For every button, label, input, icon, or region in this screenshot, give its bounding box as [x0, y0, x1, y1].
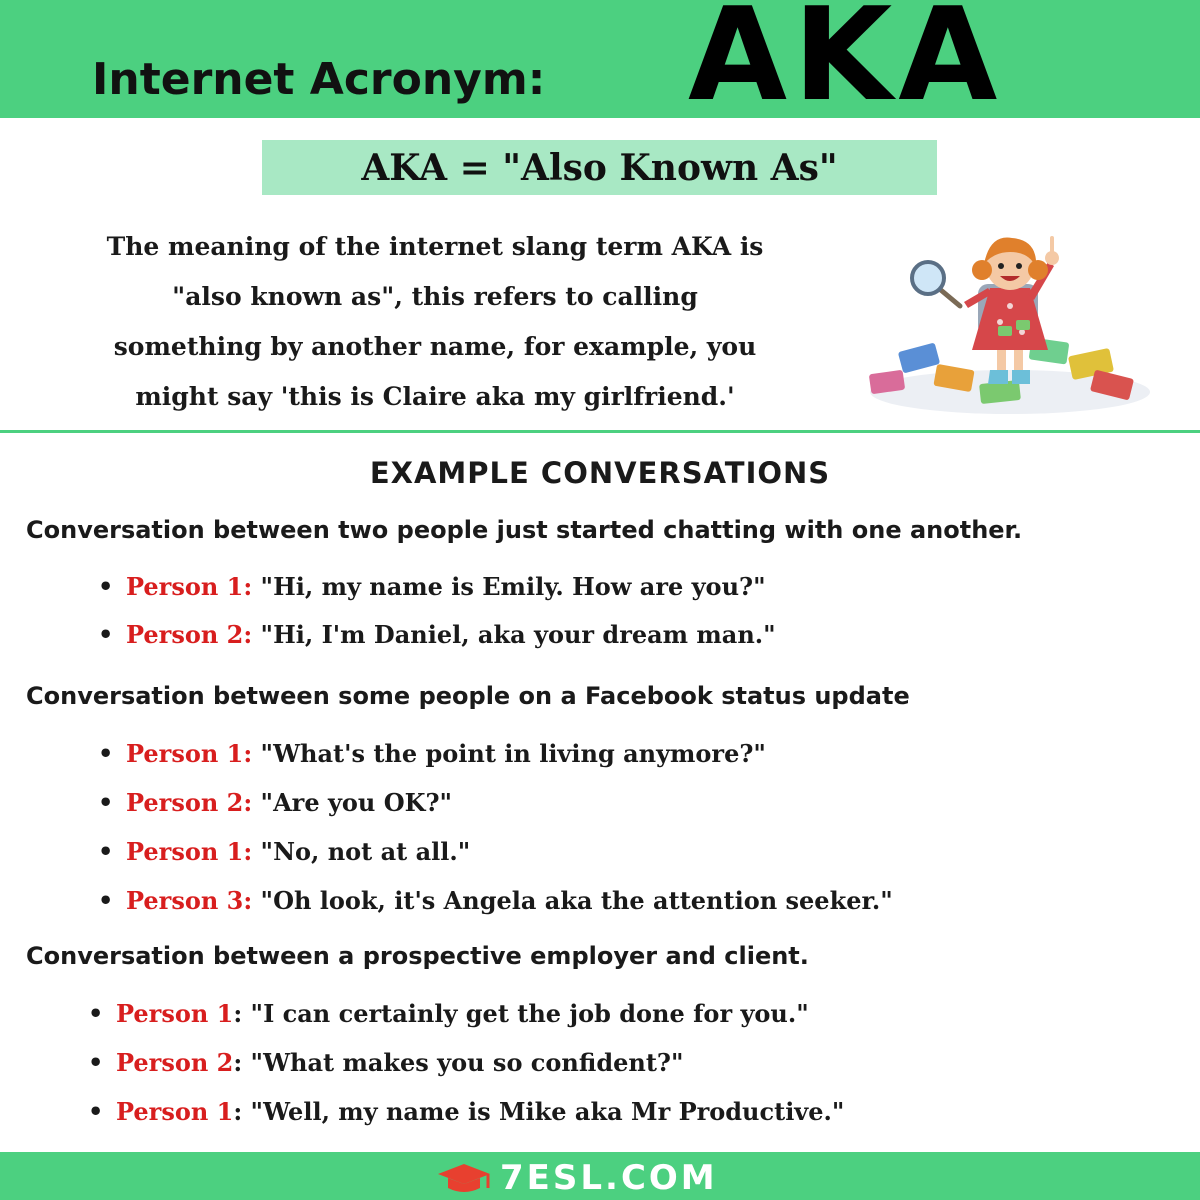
section-divider — [0, 430, 1200, 433]
line-text: "Hi, I'm Daniel, aka your dream man." — [252, 620, 776, 649]
list-item — [88, 1048, 683, 1077]
line-text: "No, not at all." — [252, 837, 471, 866]
definition-text: AKA = "Also Known As" — [361, 146, 838, 189]
speaker-label: Person 1: — [126, 572, 253, 601]
page-title: Internet Acronym: — [92, 54, 546, 105]
line-text: : "Well, my name is Mike aka Mr Productive." — [233, 1097, 845, 1126]
bullet-icon: • — [88, 1097, 104, 1126]
list-item — [98, 739, 766, 768]
bullet-icon: • — [88, 1048, 104, 1077]
line-text: : "What makes you so confident?" — [233, 1048, 684, 1077]
meaning-line: might say 'this is Claire aka my girlfriend.' — [135, 382, 735, 411]
line-text: "Are you OK?" — [252, 788, 453, 817]
list-item — [98, 788, 452, 817]
footer-brand[interactable]: 7ESL.COM — [500, 1158, 718, 1198]
girl-with-books-illustration — [860, 222, 1160, 422]
speaker-label: Person 2: — [126, 620, 253, 649]
bullet-icon: • — [98, 572, 114, 601]
speaker-label: Person 2: — [126, 788, 253, 817]
line-text: "Oh look, it's Angela aka the attention seeker." — [252, 886, 893, 915]
bullet-icon: • — [98, 788, 114, 817]
speaker-label: Person 1 — [116, 1097, 234, 1126]
bullet-icon: • — [88, 999, 104, 1028]
list-item — [98, 572, 766, 601]
bullet-icon: • — [98, 739, 114, 768]
bullet-icon: • — [98, 620, 114, 649]
meaning-line: something by another name, for example, you — [113, 332, 757, 361]
conversation-title: Conversation between some people on a Facebook status update — [26, 682, 910, 710]
speaker-label: Person 1 — [116, 999, 234, 1028]
conversation-title: Conversation between a prospective employer and client. — [26, 942, 809, 970]
conversation-title: Conversation between two people just started chatting with one another. — [26, 516, 1023, 544]
acronym-title: AKA — [688, 0, 1004, 130]
list-item — [88, 999, 809, 1028]
speaker-label: Person 2 — [116, 1048, 234, 1077]
list-item — [88, 1097, 844, 1126]
meaning-paragraph — [40, 222, 830, 422]
line-text: : "I can certainly get the job done for you." — [233, 999, 809, 1028]
speaker-label: Person 3: — [126, 886, 253, 915]
meaning-line: "also known as", this refers to calling — [172, 282, 698, 311]
bullet-icon: • — [98, 886, 114, 915]
bullet-icon: • — [98, 837, 114, 866]
speaker-label: Person 1: — [126, 837, 253, 866]
definition-box — [262, 140, 937, 195]
line-text: "Hi, my name is Emily. How are you?" — [252, 572, 766, 601]
line-text: "What's the point in living anymore?" — [252, 739, 766, 768]
list-item — [98, 837, 470, 866]
speaker-label: Person 1: — [126, 739, 253, 768]
meaning-line: The meaning of the internet slang term AKA is — [106, 232, 764, 261]
magnifying-glass-icon — [912, 262, 960, 306]
list-item — [98, 886, 893, 915]
list-item — [98, 620, 776, 649]
examples-heading: EXAMPLE CONVERSATIONS — [369, 456, 831, 490]
